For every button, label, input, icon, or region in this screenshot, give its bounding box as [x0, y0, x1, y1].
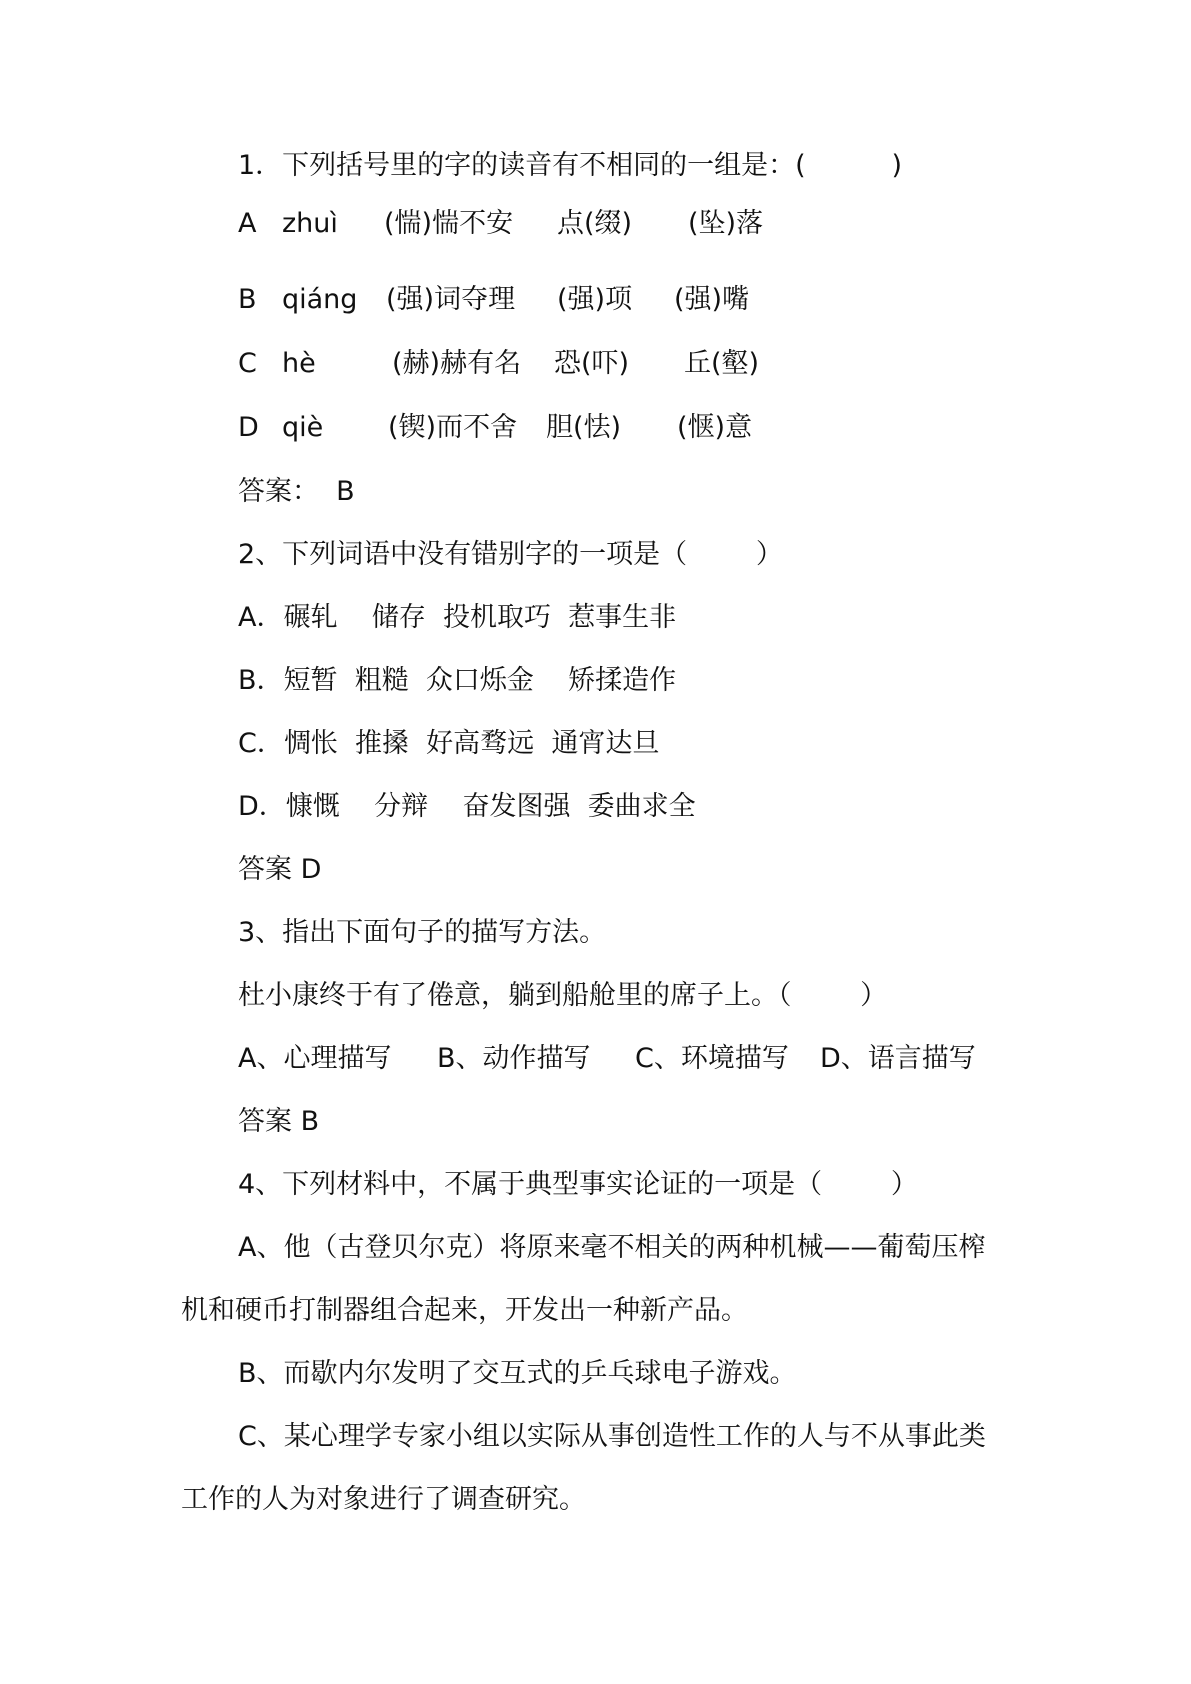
- option-word-1: (赫)赫有名: [392, 348, 522, 379]
- q3-option-a: A、心理描写: [238, 1043, 392, 1074]
- q4-option-a-line1: A、他（古登贝尔克）将原来毫不相关的两种机械——葡萄压榨: [238, 1232, 986, 1263]
- q3-option-c: C、环境描写: [635, 1043, 789, 1074]
- option-letter: C: [238, 348, 257, 379]
- q2-answer: 答案 D: [238, 854, 322, 885]
- option-pinyin: qiáng: [282, 284, 358, 315]
- option-word-3: (惬)意: [677, 412, 753, 443]
- q3-stem: 3、指出下面句子的描写方法。: [238, 917, 607, 948]
- option-letter: B: [238, 284, 257, 315]
- q3-sentence: 杜小康终于有了倦意，躺到船舱里的席子上。（ ）: [238, 980, 888, 1011]
- q4-option-b: B、而歇内尔发明了交互式的乒乓球电子游戏。: [238, 1358, 797, 1389]
- q1-stem: 1．下列括号里的字的读音有不相同的一组是：( ): [238, 150, 903, 181]
- option-letter: A: [238, 208, 257, 239]
- option-pinyin: hè: [282, 348, 316, 379]
- q4-option-c-line2: 工作的人为对象进行了调查研究。: [181, 1484, 586, 1515]
- q4-stem: 4、下列材料中，不属于典型事实论证的一项是（ ）: [238, 1169, 918, 1200]
- option-pinyin: zhuì: [282, 208, 338, 239]
- option-word-2: 胆(怯): [546, 412, 622, 443]
- q4-option-c-line1: C、某心理学专家小组以实际从事创造性工作的人与不从事此类: [238, 1421, 986, 1452]
- option-letter: D: [238, 412, 259, 443]
- option-word-2: 恐(吓): [554, 348, 630, 379]
- q2-option-a: A．碾轧 储存 投机取巧 惹事生非: [238, 602, 677, 633]
- q2-stem: 2、下列词语中没有错别字的一项是（ ）: [238, 539, 783, 570]
- q3-option-d: D、语言描写: [820, 1043, 976, 1074]
- option-word-3: 丘(壑): [684, 348, 760, 379]
- option-word-2: 点(缀): [557, 208, 633, 239]
- option-word-3: (强)嘴: [674, 284, 750, 315]
- option-word-1: (强)词夺理: [386, 284, 516, 315]
- q2-option-c: C．惆怅 推搡 好高骛远 通宵达旦: [238, 728, 660, 759]
- q3-option-b: B、动作描写: [437, 1043, 591, 1074]
- q2-option-b: B．短暂 粗糙 众口烁金 矫揉造作: [238, 665, 677, 696]
- option-word-1: (锲)而不舍: [388, 412, 518, 443]
- q2-option-d: D．慷慨 分辩 奋发图强 委曲求全: [238, 791, 696, 822]
- option-pinyin: qiè: [282, 412, 324, 443]
- q4-option-a-line2: 机和硬币打制器组合起来，开发出一种新产品。: [181, 1295, 748, 1326]
- option-word-1: (惴)惴不安: [384, 208, 514, 239]
- q3-answer: 答案 B: [238, 1106, 320, 1137]
- option-word-3: (坠)落: [688, 208, 764, 239]
- q1-answer: 答案： B: [238, 476, 355, 507]
- option-word-2: (强)项: [557, 284, 633, 315]
